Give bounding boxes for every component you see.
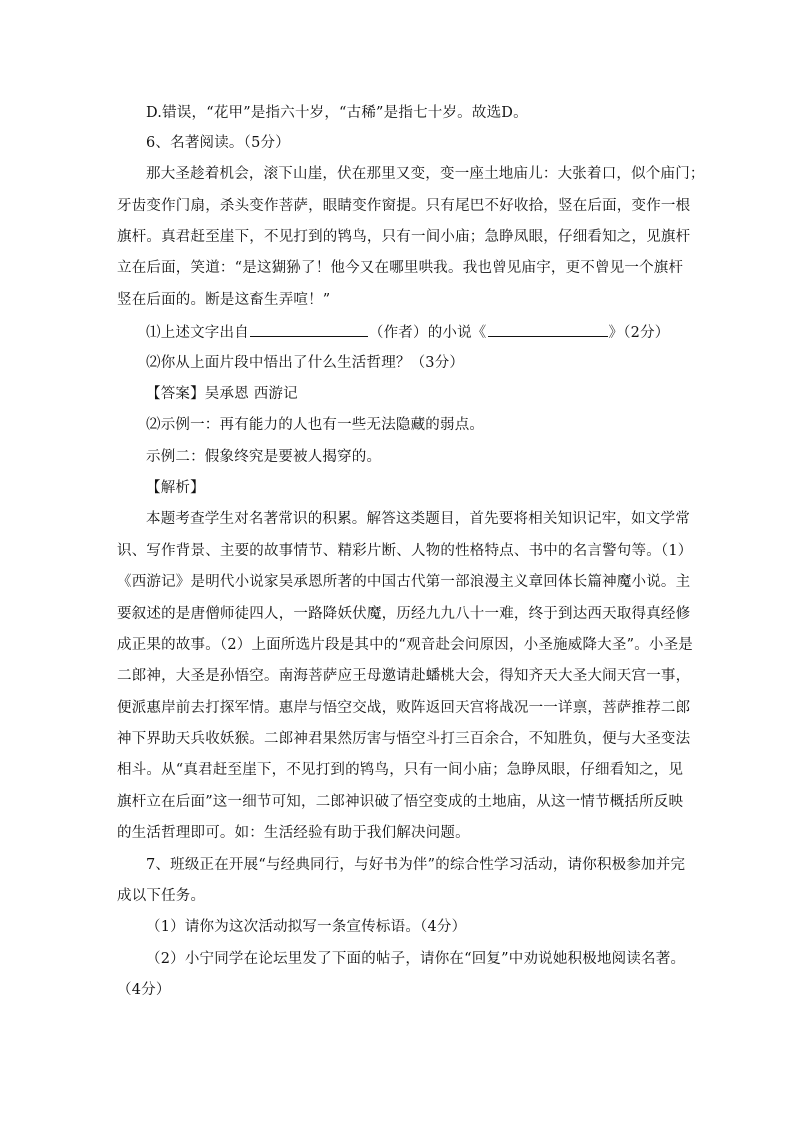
analysis-line-7: 便派惠岸前去打探军情。惠岸与悟空交战，败阵返回天宫将战况一一详禀，菩萨推荐二郎 bbox=[117, 700, 691, 716]
option-d-explanation: D.错误，“花甲”是指六十岁，“古稀”是指七十岁。故选D。 bbox=[146, 105, 528, 121]
analysis-heading: 【解析】 bbox=[146, 480, 205, 496]
question-6-2: ⑵你从上面片段中悟出了什么生活哲理？（3分） bbox=[146, 355, 465, 371]
example-2: 示例二：假象终究是要被人揭穿的。 bbox=[146, 449, 382, 465]
analysis-line-2: 识、写作背景、主要的故事情节、精彩片断、人物的性格特点、书中的名言警句等。（1） bbox=[117, 543, 693, 559]
question-6-1-text-a: ⑴上述文字出自 bbox=[146, 325, 249, 341]
example-1: ⑵示例一：再有能力的人也有一些无法隐藏的弱点。 bbox=[146, 417, 485, 433]
author-answer-blank[interactable] bbox=[250, 321, 368, 337]
analysis-line-6: 二郎神，大圣是孙悟空。南海菩萨应王母邀请赴蟠桃大会，得知齐天大圣大闹天宫一事， bbox=[117, 668, 691, 684]
question-7-heading: 7、班级正在开展“与经典同行，与好书为伴”的综合性学习活动，请你积极参加并完 bbox=[146, 857, 686, 873]
analysis-line-10: 旗杆立在后面”这一细节可知，二郎神识破了悟空变成的土地庙，从这一情节概括所反映 bbox=[117, 794, 684, 810]
analysis-line-1: 本题考查学生对名著常识的积累。解答这类题目，首先要将相关知识记牢，如文学常 bbox=[146, 511, 690, 527]
passage-line-2: 牙齿变作门扇，杀头变作菩萨，眼睛变作窗提。只有尾巴不好收拾，竖在后面，变作一根 bbox=[117, 198, 691, 214]
analysis-line-8: 神下界助天兵收妖猴。二郎神君果然厉害与悟空斗打三百余合，不知胜负，便与大圣变法 bbox=[117, 731, 691, 747]
analysis-line-9: 相斗。从“真君赶至崖下，不见打到的鸨鸟，只有一间小庙；急睁凤眼，仔细看知之，见 bbox=[117, 762, 684, 778]
question-6-1-text-c: 》（2分） bbox=[608, 325, 670, 341]
answer-line: 【答案】吴承恩 西游记 bbox=[146, 386, 298, 402]
question-7-heading-cont: 成以下任务。 bbox=[117, 888, 206, 904]
passage-line-1: 那大圣趁着机会，滚下山崖，伏在那里又变，变一座土地庙儿：大张着口，似个庙门； bbox=[146, 166, 705, 182]
question-6-heading: 6、名著阅读。（5分） bbox=[146, 135, 290, 151]
analysis-line-4: 要叙述的是唐僧师徒四人，一路降妖伏魔，历经九九八十一难，终于到达西天取得真经修 bbox=[117, 606, 691, 622]
passage-line-3: 旗杆。真君赶至崖下，不见打到的鸨鸟，只有一间小庙；急睁凤眼，仔细看知之，见旗杆 bbox=[117, 229, 691, 245]
question-7-2: （2）小宁同学在论坛里发了下面的帖子，请你在“回复”中劝说她积极地阅读名著。 bbox=[146, 951, 686, 967]
analysis-line-11: 的生活哲理即可。如：生活经验有助于我们解决问题。 bbox=[117, 825, 470, 841]
question-7-2-points: （4分） bbox=[117, 982, 171, 998]
passage-line-5: 竖在后面的。断是这畜生弄喧！” bbox=[117, 292, 331, 308]
novel-answer-blank[interactable] bbox=[488, 321, 608, 337]
question-6-1-text-b: （作者）的小说《 bbox=[368, 325, 487, 341]
analysis-line-5: 成正果的故事。（2）上面所选片段是其中的“观音赴会问原因，小圣施威降大圣”。小圣是 bbox=[117, 637, 693, 653]
passage-line-4: 立在后面，笑道：“是这猢狲了！他今又在哪里哄我。我也曾见庙宇，更不曾见一个旗杆 bbox=[117, 260, 684, 276]
question-7-1: （1）请你为这次活动拟写一条宣传标语。（4分） bbox=[146, 919, 467, 935]
question-6-1 bbox=[146, 321, 670, 343]
analysis-line-3: 《西游记》是明代小说家吴承恩所著的中国古代第一部浪漫主义章回体长篇神魔小说。主 bbox=[117, 574, 691, 590]
